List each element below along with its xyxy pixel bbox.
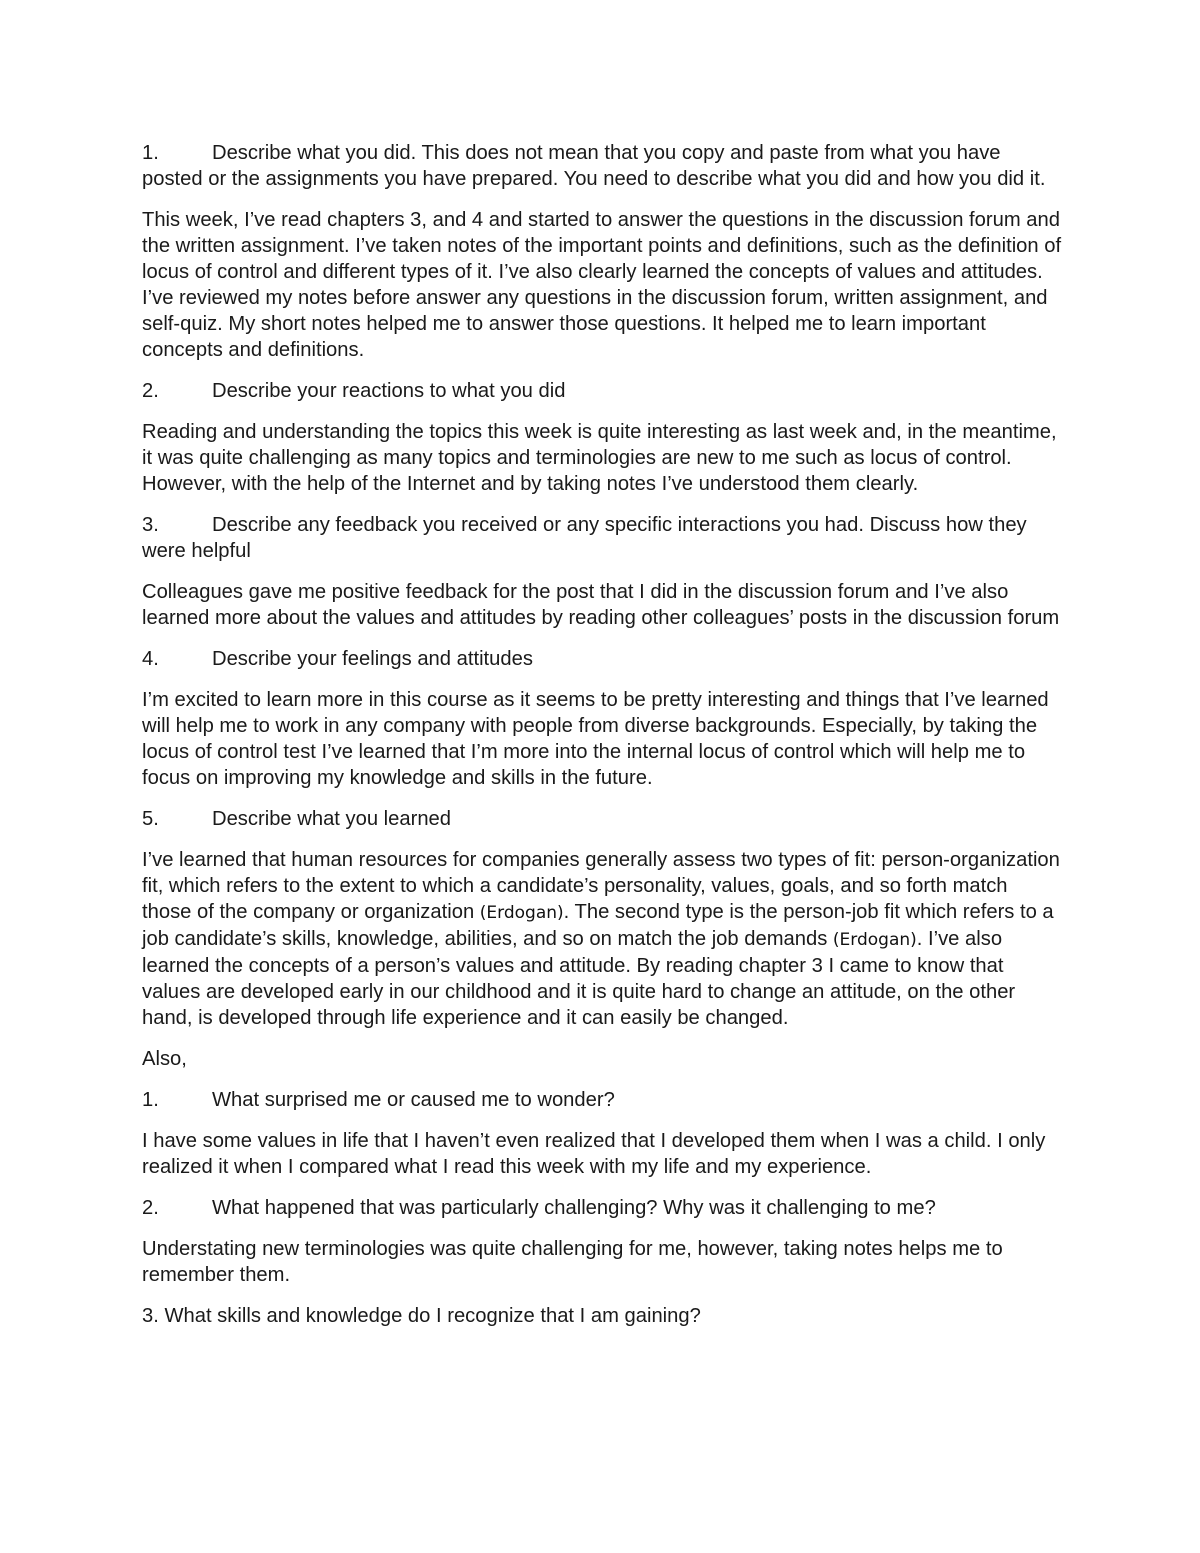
question-prompt: What surprised me or caused me to wonder? — [212, 1089, 615, 1111]
question-number: 3. — [142, 514, 159, 536]
question-number: 2. — [142, 1197, 159, 1219]
citation: (Erdogan) — [479, 903, 564, 923]
question-number: 4. — [142, 648, 159, 670]
answer-text: I’ve learned that human resources for companies generally assess two types of fit: person-organization fit, which refers to the extent to which a candidate’s personality, values, goals, and so forth match those of the company or organization — [142, 849, 1060, 923]
question-prompt-continued: were helpful — [142, 540, 251, 562]
answer-text: . The second type is the person-job fit which refers to a job candidate’s skills, knowledge, abilities, and so on match the job demands — [142, 901, 1054, 950]
document-page — [142, 140, 1062, 1344]
question-prompt: What happened that was particularly challenging? Why was it challenging to me? — [212, 1197, 936, 1219]
question-prompt: Describe your feelings and attitudes — [212, 648, 533, 670]
also-answer-1: I have some values in life that I haven’t even realized that I developed them when I was a child. I only realized it when I compared what I read this week with my life and my experience. — [142, 1130, 1046, 1178]
question-number: 1. — [142, 1089, 159, 1111]
question-prompt-continued: posted or the assignments you have prepared. You need to describe what you did and how you did it. — [142, 168, 1046, 190]
answer-5 — [142, 847, 1062, 1031]
question-number: 2. — [142, 380, 159, 402]
question-1 — [142, 140, 1062, 192]
question-number: 1. — [142, 142, 159, 164]
answer-1: This week, I’ve read chapters 3, and 4 and started to answer the questions in the discussion forum and the written assignment. I’ve taken notes of the important points and definitions, such as the definition of locus of control and different types of it. I’ve also clearly learned the concepts of values and attitudes. I’ve reviewed my notes before answer any questions in the discussion forum, written assignment, and self-quiz. My short notes helped me to answer those questions. It helped me to learn important concepts and definitions. — [142, 209, 1062, 361]
question-prompt: Describe what you did. This does not mean that you copy and paste from what you have — [212, 142, 1001, 164]
also-answer-2: Understating new terminologies was quite challenging for me, however, taking notes helps me to remember them. — [142, 1238, 1003, 1286]
also-label: Also, — [142, 1048, 187, 1070]
question-2 — [142, 378, 1062, 404]
question-prompt: Describe what you learned — [212, 808, 452, 830]
question-5 — [142, 806, 1062, 832]
answer-2: Reading and understanding the topics this week is quite interesting as last week and, in the meantime, it was quite challenging as many topics and terminologies are new to me such as locus of control. However, with the help of the Internet and by taking notes I’ve understood them clearly. — [142, 421, 1057, 495]
answer-3: Colleagues gave me positive feedback for the post that I did in the discussion forum and I’ve also learned more about the values and attitudes by reading other colleagues’ posts in the discussion forum — [142, 581, 1060, 629]
question-prompt: Describe any feedback you received or any specific interactions you had. Discuss how they — [212, 514, 1027, 536]
question-number: 5. — [142, 808, 159, 830]
question-4 — [142, 646, 1062, 672]
also-question-1 — [142, 1087, 1062, 1113]
also-question-2 — [142, 1195, 1062, 1221]
citation: (Erdogan) — [832, 930, 917, 950]
answer-text: . I’ve also learned the concepts of a person’s values and attitude. By reading chapter 3 I came to know that values are developed early in our childhood and it is quite hard to change an attitude, on the other hand, is developed through life experience and it can easily be changed. — [142, 928, 1016, 1029]
also-question-3: 3. What skills and knowledge do I recognize that I am gaining? — [142, 1305, 701, 1327]
question-prompt: Describe your reactions to what you did — [212, 380, 566, 402]
answer-4: I’m excited to learn more in this course as it seems to be pretty interesting and things that I’ve learned will help me to work in any company with people from diverse backgrounds. Especially, by taking the locus of control test I’ve learned that I’m more into the internal locus of control which will help me to focus on improving my knowledge and skills in the future. — [142, 689, 1049, 789]
question-3 — [142, 512, 1062, 564]
